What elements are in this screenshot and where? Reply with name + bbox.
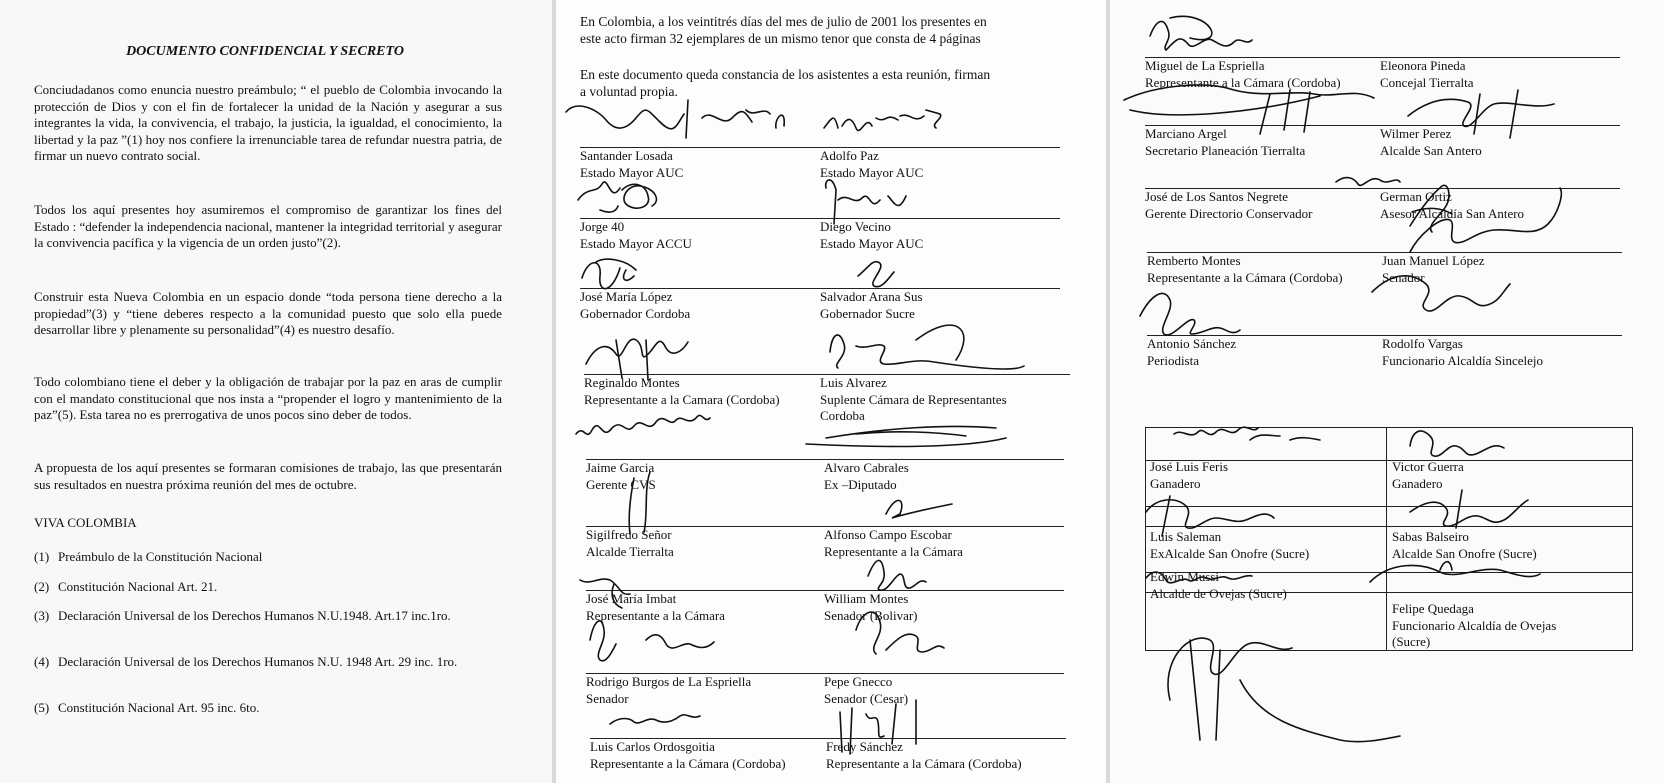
signatory-role: Asesor Alcaldía San Antero: [1380, 205, 1525, 221]
signature-block: [1145, 125, 1385, 159]
signature-block: [580, 218, 820, 252]
signature-block: [824, 459, 1064, 493]
footnote-number: (3): [34, 608, 50, 623]
signature-block: [584, 374, 824, 408]
signature-table: [1145, 427, 1633, 651]
signature-block: [1145, 57, 1385, 91]
footnote-text: Preámbulo de la Constitución Nacional: [58, 549, 263, 564]
table-cell-name: Sabas Balseiro: [1392, 529, 1469, 544]
paragraph-1: Conciudadanos como enuncia nuestro preámbulo; “ el pueblo de Colombia invocando la protección de Dios y con el fin de fortalecer la unidad de la Nación y asegurar a sus integrantes la vida, la convivencia, el trabajo, la justicia, la igualdad, el conocimiento, la libertad y la paz ”(1) hoy nos confiere la irrenunciable tarea de refundar nuestra patria, de firmar un nuevo contrato social.: [34, 82, 502, 163]
signature-block: [1380, 57, 1620, 91]
signatory-name: William Montes: [824, 591, 909, 606]
signature-block: [580, 288, 820, 322]
footnote-5: [34, 700, 494, 716]
table-cell-name: Edwin Mussi: [1150, 569, 1219, 584]
signatory-name: José María Imbat: [586, 591, 677, 606]
signatory-name: Salvador Arana Sus: [820, 289, 923, 304]
document-page-2: [556, 0, 1106, 783]
table-cell-role: Alcalde San Onofre (Sucre): [1392, 546, 1537, 561]
signatory-role: Representante a la Cámara (Cordoba): [826, 755, 1022, 771]
signatory-name: Jaime Garcia: [586, 460, 655, 475]
table-cell-role-2: (Sucre): [1392, 634, 1431, 649]
signatory-name: Sigilfredo Señor: [586, 527, 672, 542]
footnote-1: [34, 549, 494, 565]
document-page-3: [1110, 0, 1664, 783]
closing-line: VIVA COLOMBIA: [34, 515, 137, 530]
table-cell-name: Felipe Quedaga: [1392, 601, 1474, 616]
signature-block: [824, 590, 1064, 624]
signatory-role: Gobernador Cordoba: [580, 305, 691, 321]
signatory-role: Senador (Bolivar): [824, 607, 918, 623]
signing-statement: [580, 13, 1050, 47]
footnote-number: (1): [34, 549, 50, 564]
signatory-role: Representante a la Cámara (Cordoba): [590, 755, 786, 771]
signature-block: [1382, 252, 1622, 286]
signatory-role: Secretario Planeación Tierralta: [1145, 142, 1306, 158]
table-cell-role: ExAlcalde San Onofre (Sucre): [1150, 546, 1310, 561]
signature-block: [1380, 125, 1620, 159]
signatory-name: Alvaro Cabrales: [824, 460, 909, 475]
signatory-role: Representante a la Cámara (Cordoba): [1145, 74, 1341, 90]
signature-block: [820, 147, 1060, 181]
attendance-statement-line-1: En este documento queda constancia de los asistentes a esta reunión, firman: [580, 67, 991, 82]
table-rule: [1146, 506, 1632, 507]
signature-block: [1380, 188, 1620, 222]
signatory-role: Alcalde Tierralta: [586, 543, 674, 559]
attendance-statement: [580, 66, 1050, 100]
signatory-role: Gerente Directorio Conservador: [1145, 205, 1313, 221]
signatory-role: Representante a la Cámara: [824, 543, 963, 559]
table-cell-name: José Luis Feris: [1150, 459, 1228, 474]
signature-block: [586, 590, 826, 624]
signatory-name: Adolfo Paz: [820, 148, 879, 163]
paragraph-4: Todo colombiano tiene el deber y la obligación de trabajar por la paz en aras de cumplir con el mandato constitucional que nos insta a “propender el logro y mantenimiento de la paz”(5). Esta tarea no es prerrogativa de unos pocos sino deber de todos.: [34, 374, 502, 422]
paragraph-2: Todos los aquí presentes hoy asumiremos el compromiso de garantizar los fines del Estado : “defender la independencia nacional, mantener la integridad territorial y asegurar la convivencia pacífica y la vigencia de un orden justo”(2).: [34, 202, 502, 250]
signature-block: [820, 288, 1060, 322]
signatory-role: Estado Mayor ACCU: [580, 235, 692, 251]
signatory-name: Marciano Argel: [1145, 126, 1227, 141]
table-divider: [1386, 428, 1387, 650]
table-cell-role: Ganadero: [1150, 476, 1201, 491]
signatory-name: Rodrigo Burgos de La Espriella: [586, 674, 752, 689]
footnote-number: (5): [34, 700, 50, 715]
signatory-role: Gobernador Sucre: [820, 305, 915, 321]
signing-statement-line-1: En Colombia, a los veintitrés días del mes de julio de 2001 los presentes en: [580, 14, 987, 29]
table-cell-role: Ganadero: [1392, 476, 1443, 491]
signature-block: [1382, 335, 1622, 369]
signatory-role: Estado Mayor AUC: [820, 235, 924, 251]
signatory-role: Concejal Tierralta: [1380, 74, 1474, 90]
footnote-2: [34, 579, 494, 595]
signatory-name: Rodolfo Vargas: [1382, 336, 1463, 351]
signature-block: [820, 218, 1060, 252]
footnote-text: Declaración Universal de los Derechos Humanos N.U.1948. Art.17 inc.1ro.: [58, 608, 451, 623]
signatory-role: Representante a la Cámara: [586, 607, 725, 623]
footnote-text: Constitución Nacional Art. 21.: [58, 579, 218, 594]
signature-block: [580, 147, 820, 181]
signing-statement-line-2: este acto firman 32 ejemplares de un mismo tenor que consta de 4 páginas: [580, 31, 981, 46]
signature-block: [1147, 252, 1387, 286]
signature-block: [820, 374, 1070, 425]
signatory-name: Luis Alvarez: [820, 375, 887, 390]
signatory-role: Representante a la Cámara (Cordoba): [1147, 269, 1343, 285]
signatory-role: Senador: [1382, 269, 1425, 285]
signatory-role: Ex –Diputado: [824, 476, 897, 492]
signatory-name: Eleonora Pineda: [1380, 58, 1466, 73]
signature-block: [826, 738, 1066, 772]
signatory-name: Luis Carlos Ordosgoitia: [590, 739, 715, 754]
document-title: DOCUMENTO CONFIDENCIAL Y SECRETO: [126, 44, 404, 59]
signatory-name: Pepe Gnecco: [824, 674, 893, 689]
table-cell-name: Victor Guerra: [1392, 459, 1464, 474]
signatory-role: Funcionario Alcaldía Sincelejo: [1382, 352, 1544, 368]
signatory-name: Wilmer Perez: [1380, 126, 1452, 141]
signature-block: [586, 526, 826, 560]
signatory-role: Representante a la Camara (Cordoba): [584, 391, 780, 407]
footnote-4: [34, 654, 494, 670]
signatory-name: Remberto Montes: [1147, 253, 1241, 268]
paragraph-5: A propuesta de los aquí presentes se formaran comisiones de trabajo, las que presentarán sus resultados en nuestra próxima reunión del mes de octubre.: [34, 460, 502, 492]
footnote-3: [34, 608, 494, 624]
signature-block: [1145, 188, 1385, 222]
handwritten-signatures: [1110, 0, 1664, 783]
signatory-name: José de Los Santos Negrete: [1145, 189, 1288, 204]
signature-block: [586, 673, 826, 707]
signatory-role: Senador: [586, 690, 629, 706]
table-cell-role: Funcionario Alcaldía de Ovejas: [1392, 618, 1557, 633]
signatory-name: Santander Losada: [580, 148, 673, 163]
signatory-name: José María López: [580, 289, 673, 304]
signatory-name: Antonio Sánchez: [1147, 336, 1237, 351]
signatory-role: Alcalde San Antero: [1380, 142, 1482, 158]
signatory-name: Reginaldo Montes: [584, 375, 680, 390]
signatory-role: Senador (Cesar): [824, 690, 909, 706]
signature-block: [590, 738, 830, 772]
signatory-role: Gerente CVS: [586, 476, 656, 492]
signature-block: [824, 673, 1064, 707]
signatory-name: German Ortiz: [1380, 189, 1452, 204]
signatory-role-2: Cordoba: [820, 408, 865, 423]
footnote-number: (2): [34, 579, 50, 594]
footnote-number: (4): [34, 654, 50, 669]
signatory-name: Diego Vecino: [820, 219, 891, 234]
signatory-role: Estado Mayor AUC: [820, 164, 924, 180]
signatory-name: Alfonso Campo Escobar: [824, 527, 952, 542]
attendance-statement-line-2: a voluntad propia.: [580, 84, 678, 99]
table-cell-role: Alcalde de Ovejas (Sucre): [1150, 586, 1287, 601]
signature-block: [824, 526, 1064, 560]
signature-block: [586, 459, 826, 493]
table-cell-name: Luis Saleman: [1150, 529, 1222, 544]
signature-block: [1147, 335, 1387, 369]
signatory-name: Fredy Sánchez: [826, 739, 903, 754]
footnote-text: Declaración Universal de los Derechos Humanos N.U. 1948 Art. 29 inc. 1ro.: [58, 654, 458, 669]
signatory-role: Periodista: [1147, 352, 1199, 368]
footnote-text: Constitución Nacional Art. 95 inc. 6to.: [58, 700, 260, 715]
signatory-role: Suplente Cámara de Representantes: [820, 391, 1007, 407]
table-rule: [1146, 526, 1632, 527]
signatory-name: Juan Manuel López: [1382, 253, 1485, 268]
signatory-role: Estado Mayor AUC: [580, 164, 684, 180]
document-page-1: [0, 0, 552, 783]
paragraph-3: Construir esta Nueva Colombia en un espacio donde “toda persona tiene derecho a la propiedad”(3) y “tiene deberes respecto a la comunidad puesto que solo ella puede desarrollar libre y plenamente su personalidad”(4) es nuestro desafío.: [34, 289, 502, 337]
signatory-name: Jorge 40: [580, 219, 625, 234]
signatory-name: Miguel de La Espriella: [1145, 58, 1265, 73]
